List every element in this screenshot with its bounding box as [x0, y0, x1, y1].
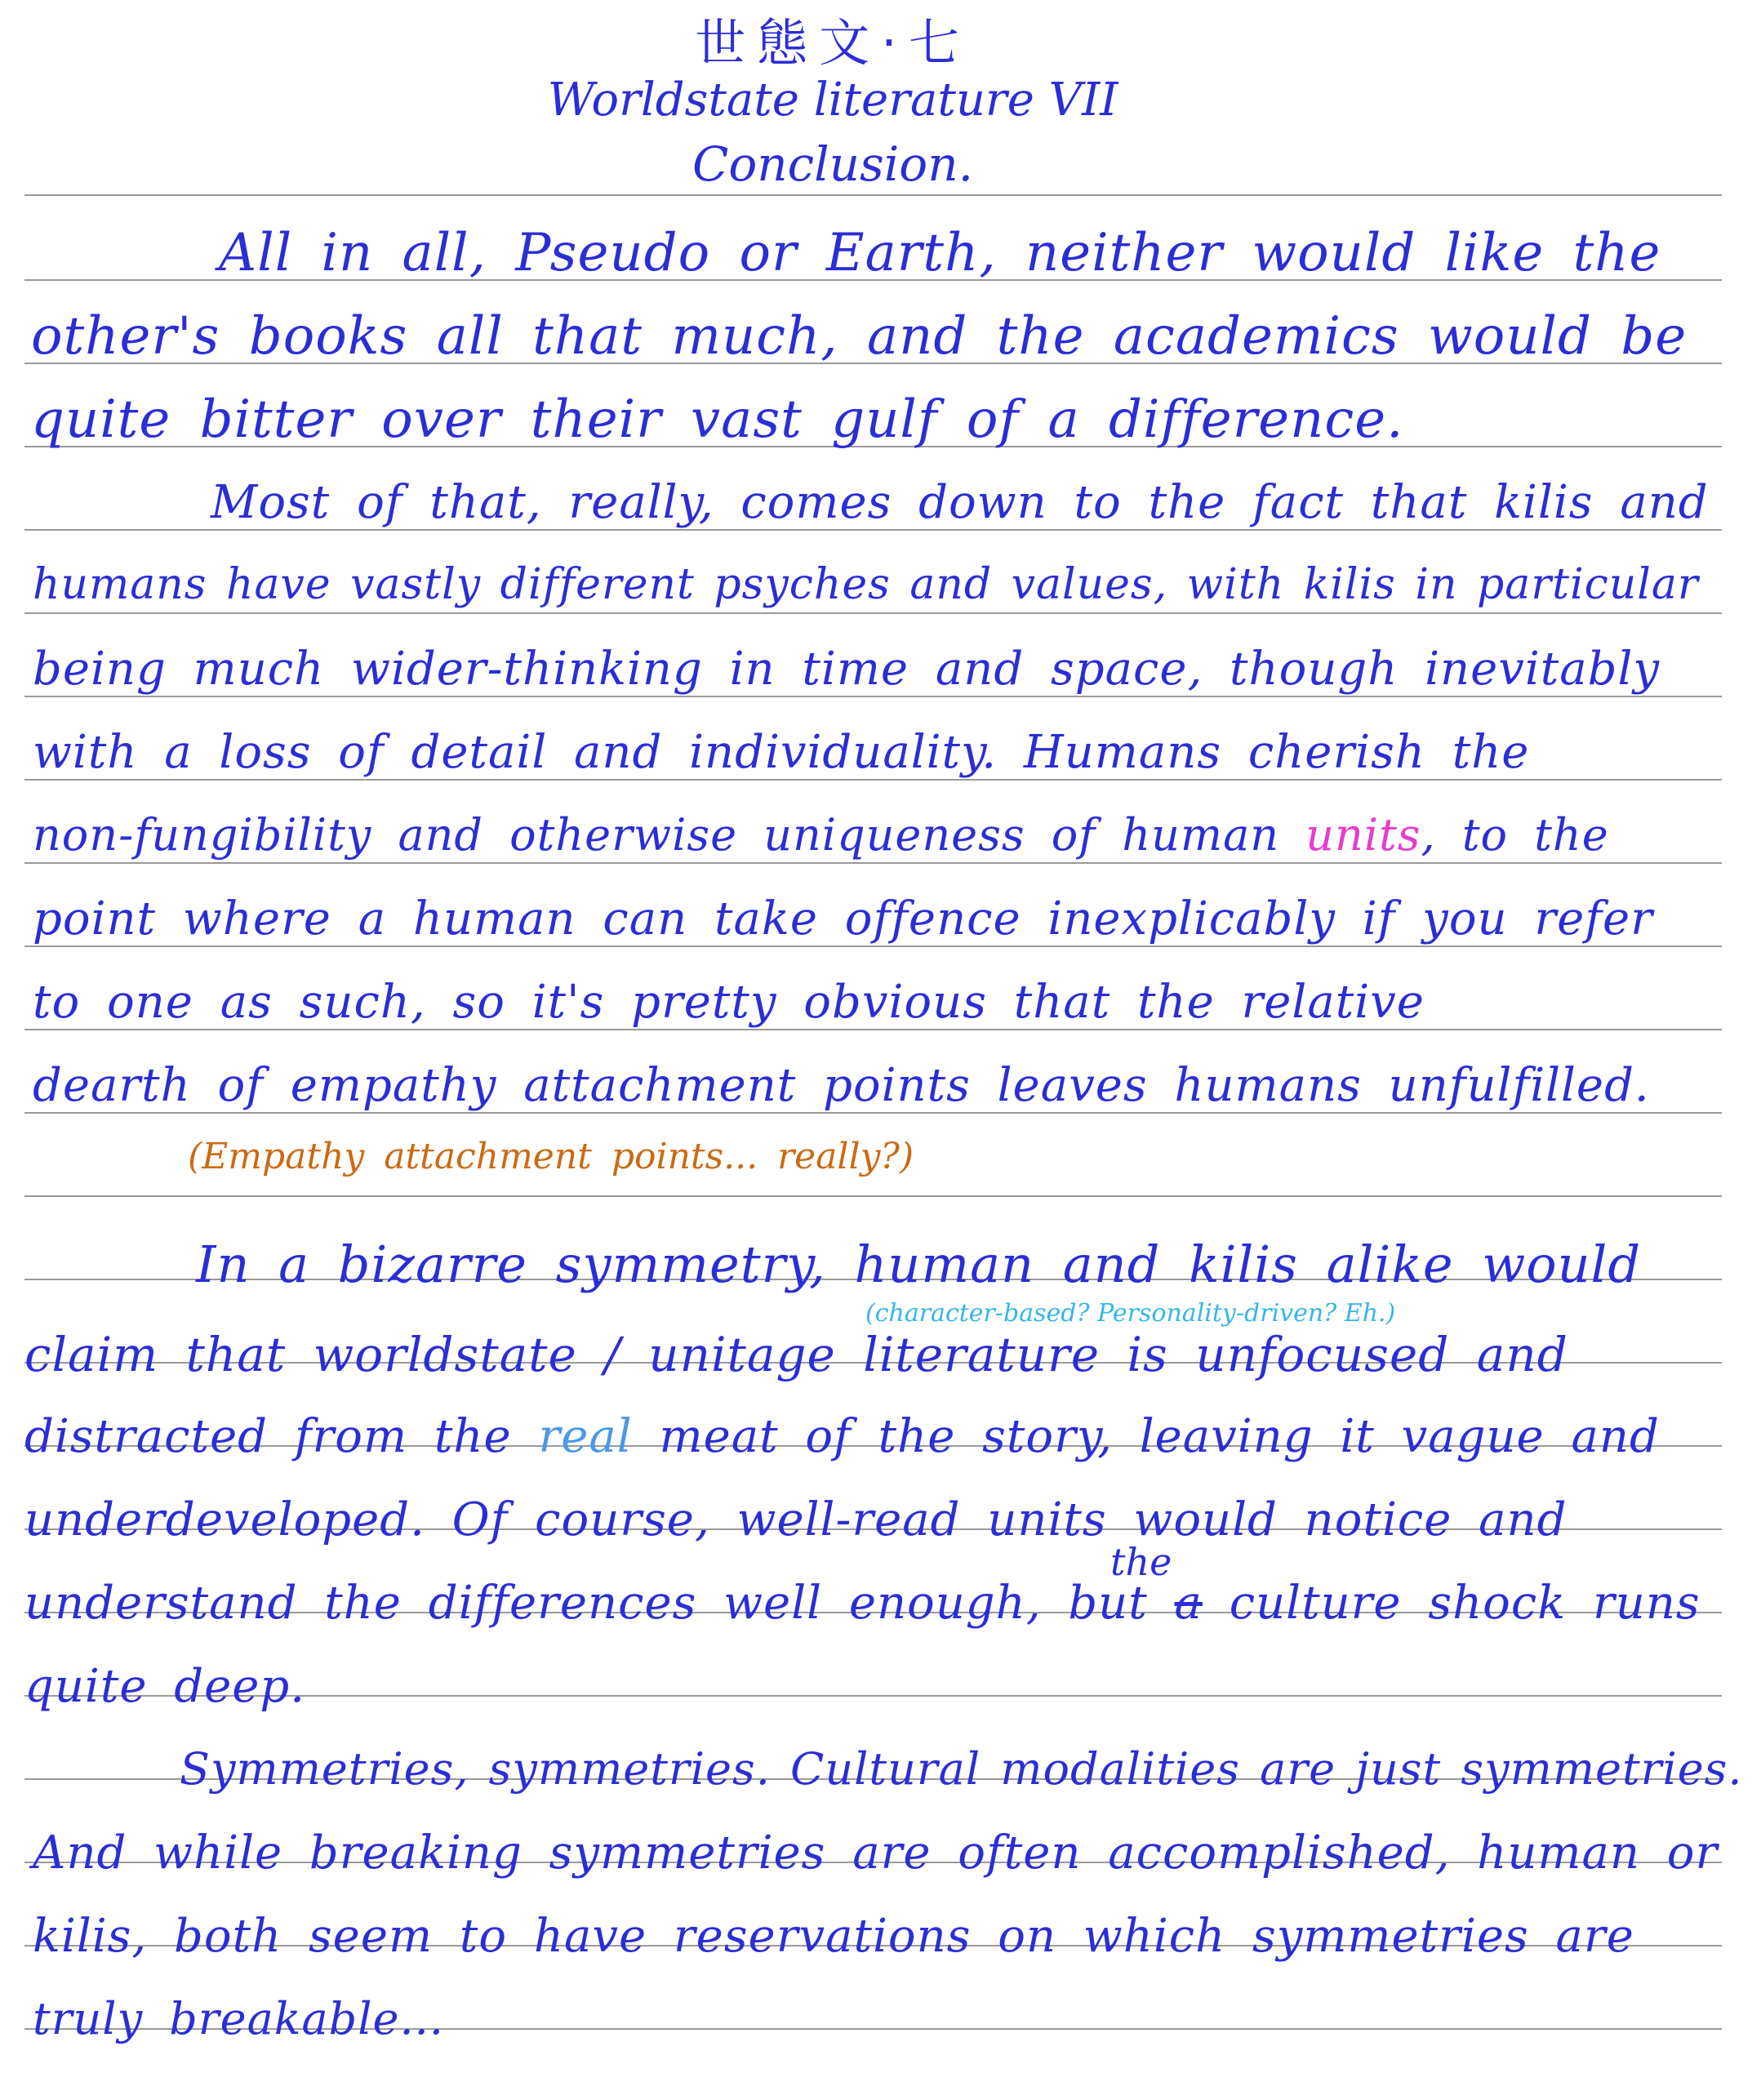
ruled-line [24, 612, 1722, 614]
ruled-line [24, 194, 1722, 196]
highlight-units: units [1305, 809, 1421, 861]
text-line-7: with a loss of detail and individuality. Humans cherish the [33, 726, 1530, 779]
ruled-line [24, 1195, 1722, 1197]
text-line-12: In a bizarre symmetry, human and kilis alike would [196, 1235, 1642, 1294]
text-line-16-start: understand the differences well enough, but [24, 1577, 1148, 1630]
margin-note-empathy: (Empathy attachment points... really?) [188, 1136, 914, 1177]
text-line-14-end: meat of the story, leaving it vague and [659, 1410, 1660, 1463]
text-line-10: to one as such, so it's pretty obvious that the relative [33, 976, 1425, 1029]
text-line-21: truly breakable... [33, 1993, 444, 2044]
text-line-16-end: culture shock runs [1229, 1577, 1701, 1630]
ruled-line [24, 945, 1722, 947]
text-line-8-end: , to the [1421, 809, 1609, 861]
english-title: Worldstate literature VII [547, 73, 1118, 127]
text-line-9: point where a human can take offence inexplicably if you refer [33, 892, 1653, 945]
highlight-real: real [538, 1410, 633, 1463]
text-line-11: dearth of empathy attachment points leaves humans unfulfilled. [33, 1059, 1650, 1112]
text-line-13: claim that worldstate / unitage literature is unfocused and [24, 1327, 1568, 1382]
text-line-18: Symmetries, symmetries. Cultural modalities are just symmetries. [180, 1743, 1743, 1795]
ruled-line [24, 1029, 1722, 1030]
text-line-8-start: non-fungibility and otherwise uniqueness of human [33, 809, 1280, 861]
ruled-line [24, 779, 1722, 781]
text-line-5: humans have vastly different psyches and values, with kilis in particular [33, 560, 1699, 609]
chinese-title: 世態文·七 [695, 13, 971, 73]
ruled-line [24, 862, 1722, 864]
ruled-line [24, 696, 1722, 697]
text-line-4: Most of that, really, comes down to the fact that kilis and [211, 476, 1709, 529]
text-line-14 [24, 1410, 1660, 1463]
struck-word: a [1174, 1577, 1203, 1630]
text-line-6: being much wider-thinking in time and space, though inevitably [33, 643, 1661, 696]
insertion-the: the [1110, 1540, 1172, 1584]
text-line-20: kilis, both seem to have reservations on which symmetries are [33, 1910, 1634, 1963]
conclusion-heading: Conclusion. [692, 136, 974, 192]
text-line-2: other's books all that much, and the academics would be [31, 306, 1688, 367]
text-line-15: underdeveloped. Of course, well-read units would notice and [24, 1493, 1568, 1546]
text-line-8 [33, 809, 1609, 861]
margin-note-character: (character-based? Personality-driven? Eh.) [865, 1299, 1396, 1328]
ruled-line [24, 1112, 1722, 1114]
text-line-17: quite deep. [24, 1660, 306, 1713]
text-line-16 [24, 1577, 1701, 1630]
text-line-3: quite bitter over their vast gulf of a difference. [31, 389, 1404, 450]
ruled-line [24, 529, 1722, 531]
text-line-1: All in all, Pseudo or Earth, neither would like the [219, 223, 1661, 283]
text-line-19: And while breaking symmetries are often accomplished, human or [33, 1826, 1719, 1880]
text-line-14-start: distracted from the [24, 1410, 512, 1463]
